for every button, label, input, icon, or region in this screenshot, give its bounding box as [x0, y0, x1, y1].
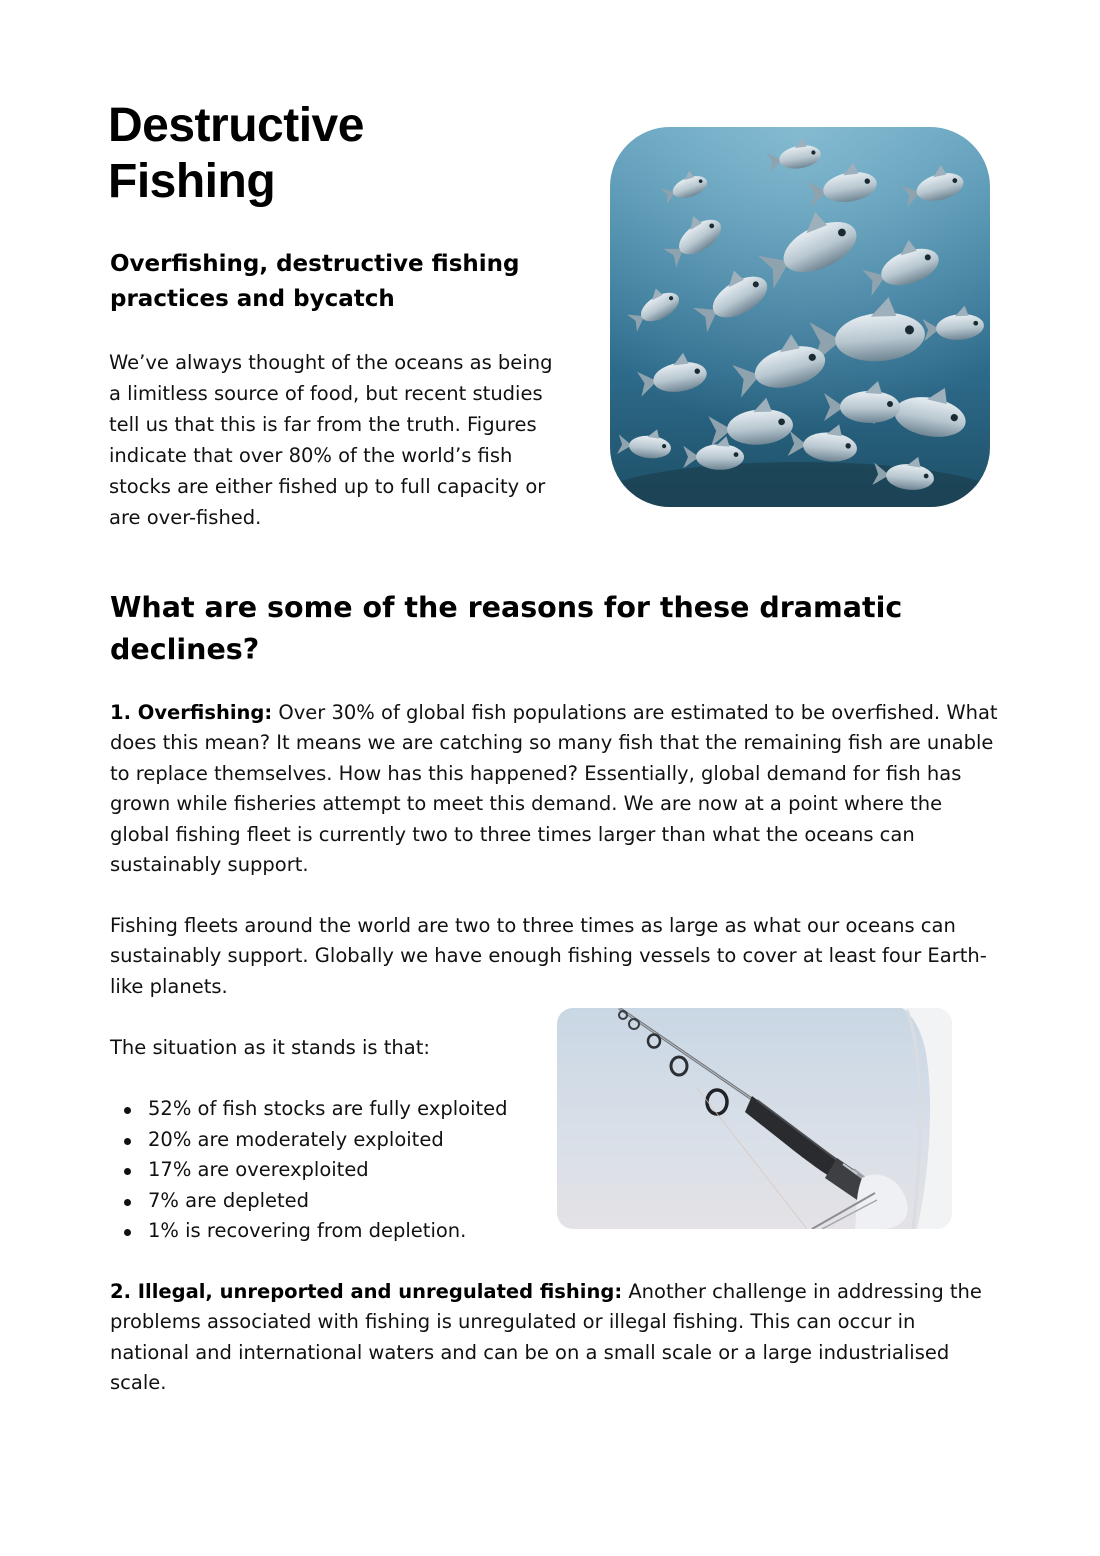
page-subtitle — [110, 247, 540, 317]
fishing-rod-illustration — [557, 1008, 952, 1229]
title-line-2: Fishing — [108, 155, 276, 208]
list-item: 1% is recovering from depletion. — [110, 1216, 540, 1247]
list-item: 20% are moderately exploited — [110, 1125, 540, 1156]
subtitle-line-2: practices and bycatch — [110, 286, 395, 312]
list-item: 17% are overexploited — [110, 1155, 540, 1186]
list-item: 7% are depleted — [110, 1186, 540, 1217]
situation-intro: The situation as it stands is that: — [110, 1036, 430, 1059]
subtitle-line-1: Overfishing, destructive fishing — [110, 251, 520, 277]
overfishing-paragraph — [110, 698, 1000, 880]
list-item: 52% of fish stocks are fully exploited — [110, 1094, 540, 1125]
overfishing-label: 1. Overfishing: — [110, 701, 273, 724]
illegal-fishing-label: 2. Illegal, unreported and unregulated fishing: — [110, 1280, 623, 1303]
overfishing-text: Over 30% of global fish populations are estimated to be overfished. What does this mean? It means we are catching so many fish that the remaining fish are unable to replace themselves. How has this happened? Essentially, global demand for fish has grown while fisheries attempt to meet this demand. We are now at a point where the global fishing fleet is currently two to three times larger than what the oceans can sustainably support. — [110, 701, 998, 877]
situation-list — [110, 1094, 540, 1247]
title-line-1: Destructive — [108, 99, 364, 152]
illegal-fishing-paragraph — [110, 1277, 1000, 1399]
page-title — [108, 98, 548, 210]
school-of-fish-photo — [610, 127, 990, 507]
fleets-paragraph: Fishing fleets around the world are two to three times as large as what our oceans can sustainably support. Globally we have enough fishing vessels to cover at least four Earth-like planets. — [110, 914, 987, 998]
section-heading: What are some of the reasons for these dramatic declines? — [110, 591, 903, 666]
illegal-fishing-text: Another challenge in addressing the problems associated with fishing is unregulated or illegal fishing. This can occur in national and international waters and can be on a small scale or a large industrialised scale. — [110, 1280, 982, 1395]
school-of-fish-illustration — [610, 127, 990, 507]
fishing-rod-photo — [557, 1008, 952, 1229]
intro-paragraph: We’ve always thought of the oceans as being a limitless source of food, but recent studies tell us that this is far from the truth. Figures indicate that over 80% of the world’s fish stocks are either fished up to full capacity or are over-fished. — [109, 351, 553, 529]
